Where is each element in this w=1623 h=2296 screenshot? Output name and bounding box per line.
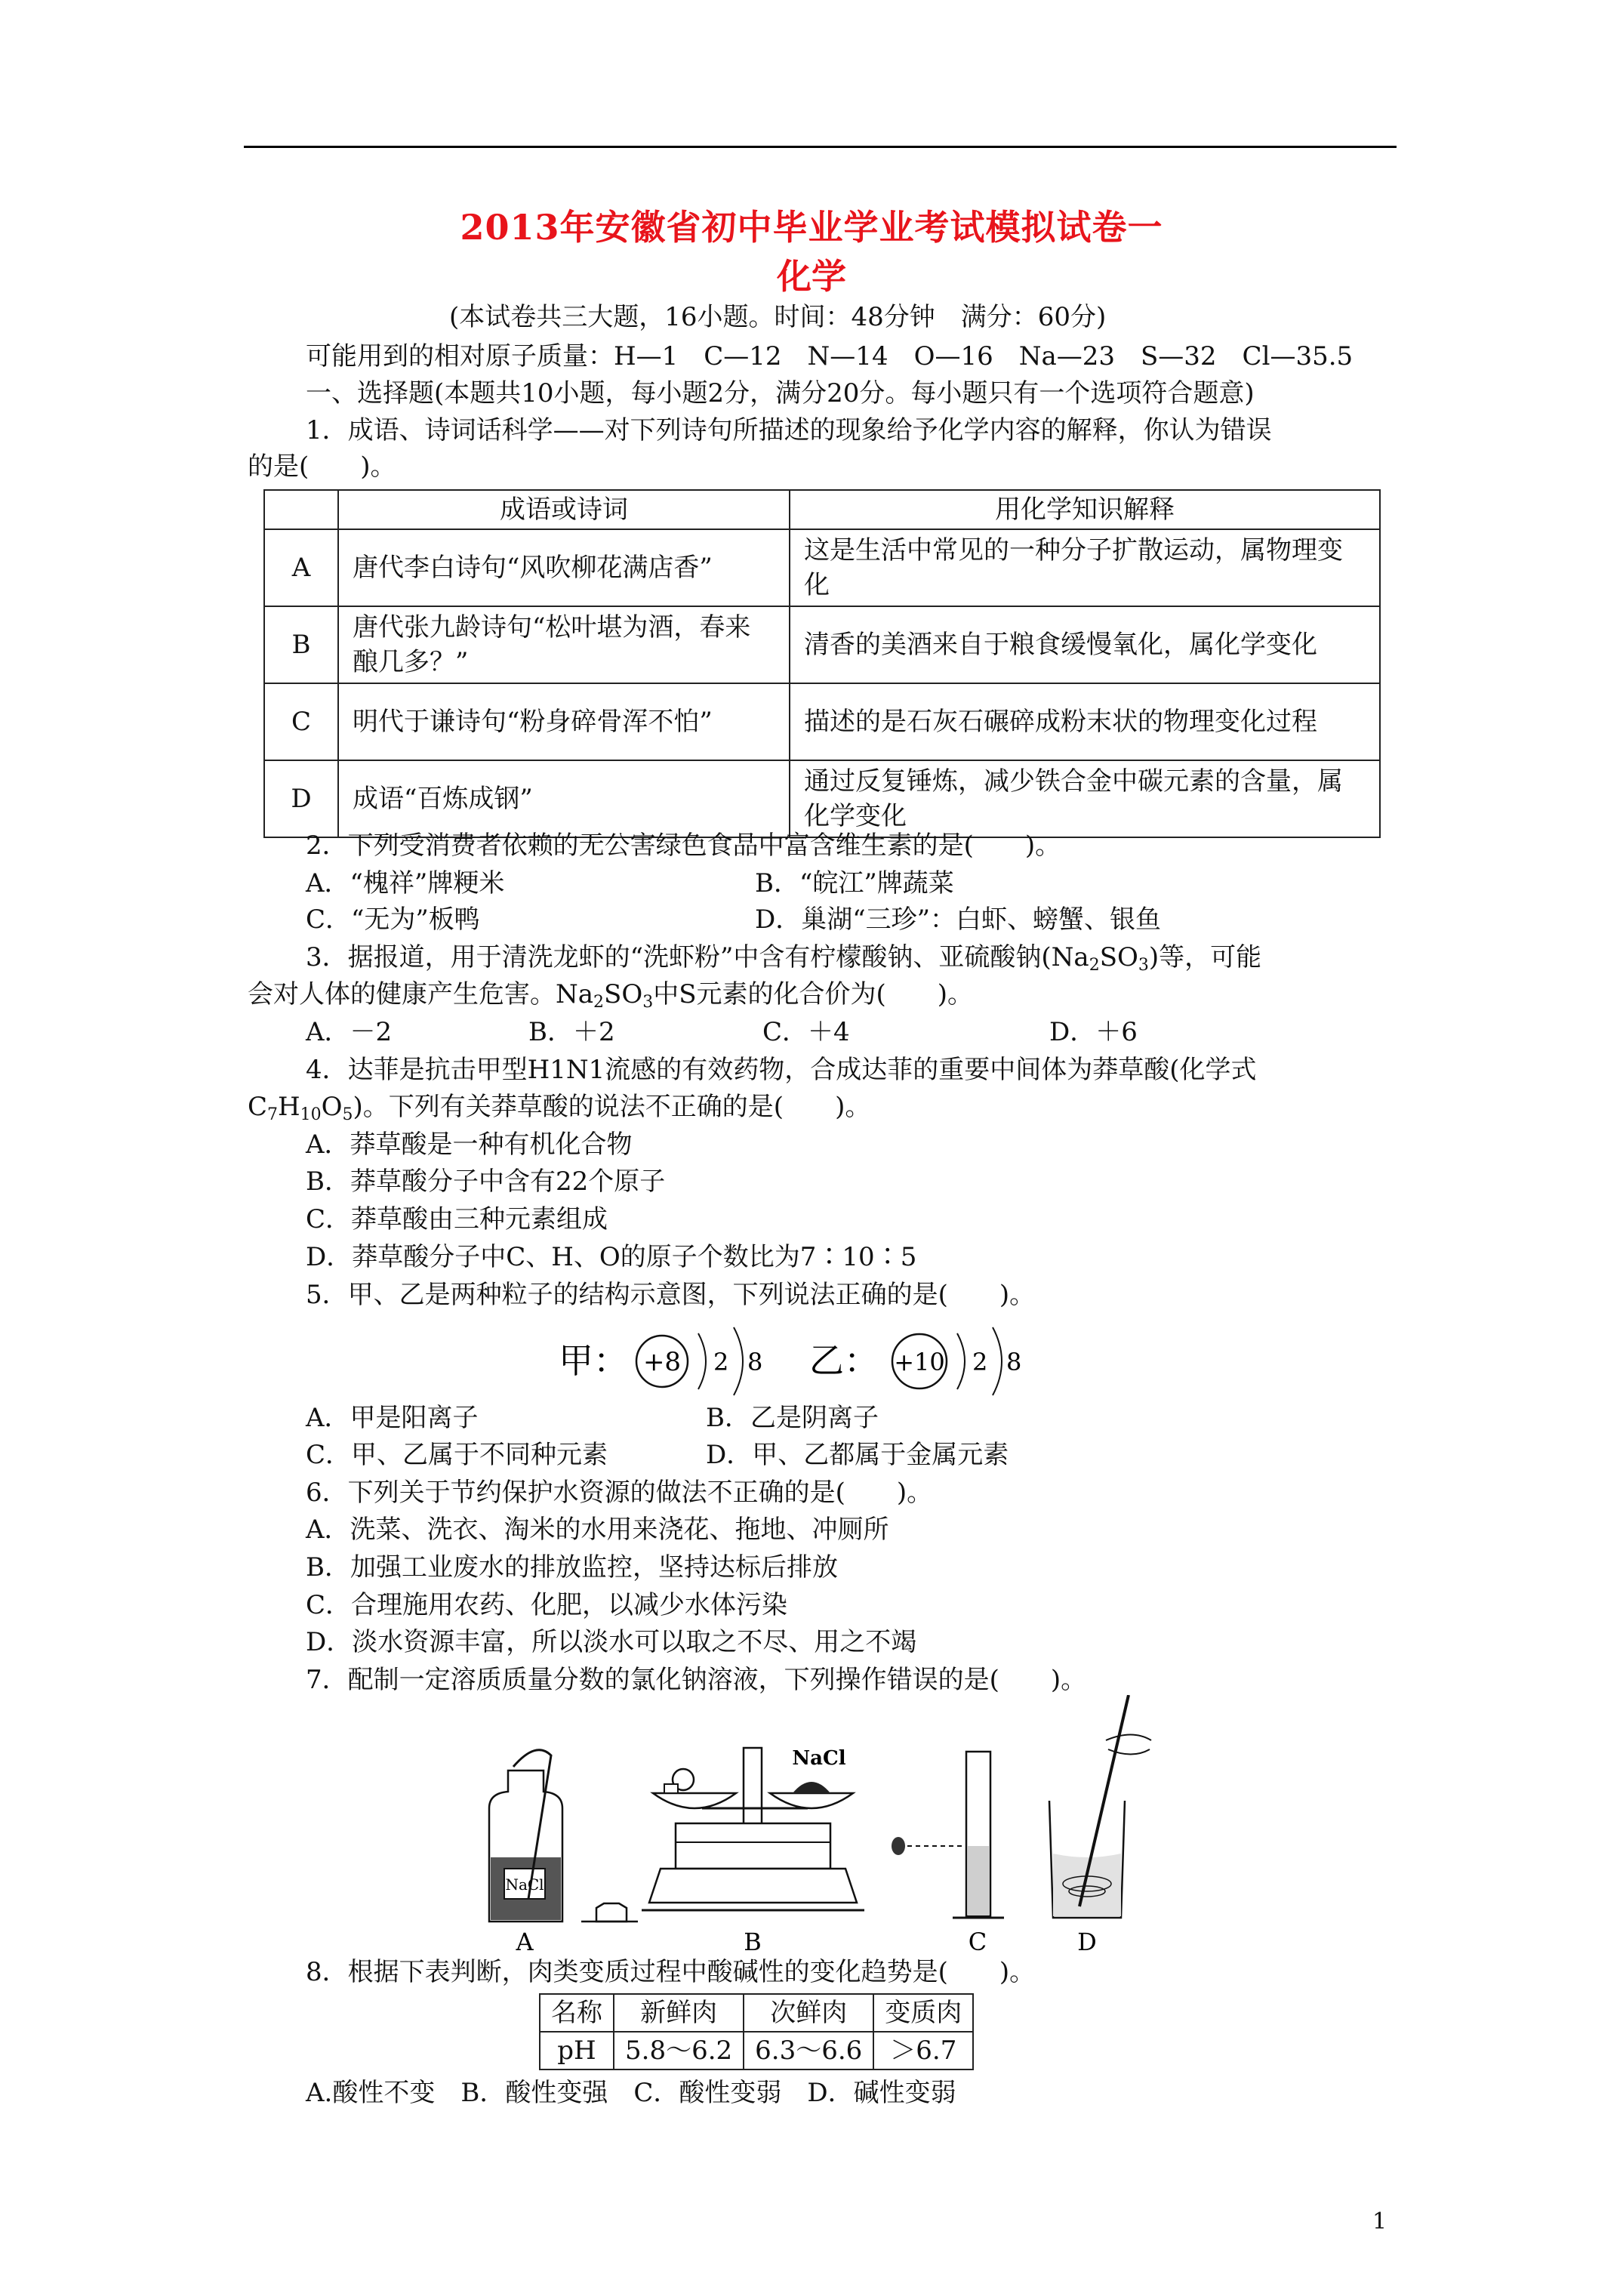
row-poem: 成语“百炼成钢” <box>338 760 790 837</box>
jia-nucleus-charge: +8 <box>642 1347 682 1377</box>
q6-option-b: B．加强工业废水的排放监控，坚持达标后排放 <box>306 1552 838 1583</box>
q3-line2 <box>248 979 973 1018</box>
q4-option-d: D．莽草酸分子中C、H、O的原子个数比为7∶10∶5 <box>306 1242 917 1272</box>
q3-option-b: B．＋2 <box>528 1017 615 1047</box>
atom-structure-diagram <box>559 1320 1087 1403</box>
q1-table <box>263 489 1381 838</box>
q3-text: SO <box>1099 942 1138 972</box>
jia-shell-arc <box>698 1333 706 1389</box>
q3-text: SO <box>604 979 643 1009</box>
row-key: D <box>264 760 338 837</box>
jia-label: 甲： <box>559 1340 628 1381</box>
q2-option-a: A．“槐祥”牌粳米 <box>306 868 505 898</box>
table-cell: ＞6.7 <box>873 2032 973 2069</box>
q5-option-c: C．甲、乙属于不同种元素 <box>306 1440 608 1470</box>
yi-nucleus-charge: +10 <box>894 1348 945 1376</box>
figure-label-a: A <box>516 1928 534 1952</box>
subscript: 5 <box>342 1105 353 1124</box>
yi-shell-arc <box>957 1333 965 1389</box>
q6-option-a: A．洗菜、洗衣、淘米的水用来浇花、拖地、冲厕所 <box>306 1515 889 1545</box>
q1-stem-line1: 1．成语、诗词话科学——对下列诗句所描述的现象给予化学内容的解释，你认为错误 <box>306 415 1272 445</box>
q4-text: O <box>321 1092 343 1122</box>
row-explain: 这是生活中常见的一种分子扩散运动，属物理变化 <box>790 529 1380 606</box>
q4-text: )。下列有关莽草酸的说法不正确的是( )。 <box>353 1092 871 1122</box>
row-poem: 唐代李白诗句“风吹柳花满店香” <box>338 529 790 606</box>
row-explain: 清香的美酒来自于粮食缓慢氧化，属化学变化 <box>790 606 1380 683</box>
q8-stem: 8．根据下表判断，肉类变质过程中酸碱性的变化趋势是( )。 <box>306 1957 1036 1987</box>
q5-option-b: B．乙是阴离子 <box>706 1403 879 1433</box>
table-header: 变质肉 <box>873 1994 973 2032</box>
subscript: 7 <box>267 1105 279 1124</box>
page-number: 1 <box>1372 2208 1387 2235</box>
q5-option-d: D．甲、乙都属于金属元素 <box>706 1440 1009 1470</box>
row-poem: 唐代张九龄诗句“松叶堪为酒，春来酿几多？” <box>338 606 790 683</box>
table-header: 成语或诗词 <box>338 490 790 529</box>
row-key: A <box>264 529 338 606</box>
table-header: 新鲜肉 <box>614 1994 744 2032</box>
q4-line2 <box>248 1092 870 1130</box>
balance-scale <box>642 1747 864 1910</box>
subscript: 3 <box>1138 956 1149 975</box>
table-row <box>264 760 1380 837</box>
atomic-masses: 可能用到的相对原子质量：H—1 C—12 N—14 O—16 Na—23 S—32 Cl—35.5 <box>306 341 1354 371</box>
subscript: 10 <box>300 1105 322 1124</box>
beaker-stirring <box>1049 1695 1151 1918</box>
q2-option-b: B．“皖江”牌蔬菜 <box>755 868 954 898</box>
q3-text: 3．据报道，用于清洗龙虾的“洗虾粉”中含有柠檬酸钠、亚硫酸钠(Na <box>306 942 1089 972</box>
q6-option-c: C．合理施用农药、化肥，以减少水体污染 <box>306 1590 788 1620</box>
q5-stem: 5．甲、乙是两种粒子的结构示意图，下列说法正确的是( )。 <box>306 1280 1036 1310</box>
table-header: 名称 <box>540 1994 614 2032</box>
q4-text: H <box>278 1092 300 1122</box>
yi-shell2-count: 8 <box>1006 1348 1022 1376</box>
q2-option-d: D．巢湖“三珍”：白虾、螃蟹、银鱼 <box>755 905 1162 935</box>
q3-option-a: A．－2 <box>306 1017 393 1047</box>
q2-stem: 2．下列受消费者依赖的无公害绿色食品中富含维生素的是( )。 <box>306 831 1061 861</box>
q3-option-c: C．＋4 <box>762 1017 850 1047</box>
bottle-label: NaCl <box>505 1875 544 1894</box>
row-key: C <box>264 683 338 760</box>
table-header: 次鲜肉 <box>744 1994 873 2032</box>
table-row <box>540 1994 973 2032</box>
q2-option-c: C．“无为”板鸭 <box>306 905 480 935</box>
table-corner <box>264 490 338 529</box>
q4-text: C <box>248 1092 268 1122</box>
row-explain: 通过反复锤炼，减少铁合金中碳元素的含量，属化学变化 <box>790 760 1380 837</box>
row-key: B <box>264 606 338 683</box>
table-row <box>264 529 1380 606</box>
pan-label: NaCl <box>792 1747 846 1770</box>
exam-info: (本试卷共三大题，16小题。时间：48分钟 满分：60分) <box>449 302 1107 332</box>
table-cell: 6.3～6.6 <box>744 2032 873 2069</box>
q4-option-b: B．莽草酸分子中含有22个原子 <box>306 1166 666 1197</box>
row-explain: 描述的是石灰石碾碎成粉末状的物理变化过程 <box>790 683 1380 760</box>
figure-label-d: D <box>1077 1928 1097 1952</box>
header-rule <box>244 146 1397 148</box>
yi-label: 乙： <box>809 1340 879 1381</box>
table-cell: pH <box>540 2032 614 2069</box>
q3-option-d: D．＋6 <box>1049 1017 1138 1047</box>
jia-shell-arc <box>734 1327 743 1395</box>
q1-stem-line2: 的是( )。 <box>248 451 396 482</box>
jia-shell1-count: 2 <box>713 1348 729 1376</box>
figure-label-c: C <box>968 1928 987 1952</box>
section-heading: 一、选择题(本题共10小题，每小题2分，满分20分。每小题只有一个选项符合题意) <box>306 378 1255 408</box>
q4-option-a: A．莽草酸是一种有机化合物 <box>306 1130 633 1160</box>
lab-operations-figure <box>476 1695 1155 1952</box>
q8-table <box>539 1993 974 2070</box>
q3-line1 <box>306 942 1261 981</box>
figure-label-b: B <box>744 1928 762 1952</box>
graduated-cylinder <box>892 1752 1004 1918</box>
q8-options: A.酸性不变 B．酸性变强 C．酸性变弱 D．碱性变弱 <box>306 2078 956 2108</box>
subscript: 2 <box>593 993 605 1012</box>
table-cell: 5.8～6.2 <box>614 2032 744 2069</box>
exam-subject: 化学 <box>777 256 846 297</box>
bottle-with-stopper <box>489 1750 638 1922</box>
subscript: 3 <box>642 993 654 1012</box>
subscript: 2 <box>1089 956 1100 975</box>
q7-stem: 7．配制一定溶质质量分数的氯化钠溶液，下列操作错误的是( )。 <box>306 1665 1087 1695</box>
q3-text: 中S元素的化合价为( )。 <box>653 979 974 1009</box>
q4-option-c: C．莽草酸由三种元素组成 <box>306 1204 608 1234</box>
row-poem: 明代于谦诗句“粉身碎骨浑不怕” <box>338 683 790 760</box>
q6-stem: 6．下列关于节约保护水资源的做法不正确的是( )。 <box>306 1478 933 1508</box>
q5-option-a: A．甲是阳离子 <box>306 1403 479 1433</box>
yi-shell1-count: 2 <box>972 1348 988 1376</box>
q4-line1: 4．达菲是抗击甲型H1N1流感的有效药物，合成达菲的重要中间体为莽草酸(化学式 <box>306 1055 1257 1085</box>
q3-text: )等，可能 <box>1148 942 1262 972</box>
yi-shell-arc <box>993 1327 1002 1395</box>
table-row <box>264 606 1380 683</box>
q6-option-d: D．淡水资源丰富，所以淡水可以取之不尽、用之不竭 <box>306 1627 917 1657</box>
jia-shell2-count: 8 <box>747 1348 763 1376</box>
table-header: 用化学知识解释 <box>790 490 1380 529</box>
exam-title: 2013年安徽省初中毕业学业考试模拟试卷一 <box>460 207 1163 248</box>
table-row <box>540 2032 973 2069</box>
table-row <box>264 683 1380 760</box>
q3-text: 会对人体的健康产生危害。Na <box>248 979 594 1009</box>
